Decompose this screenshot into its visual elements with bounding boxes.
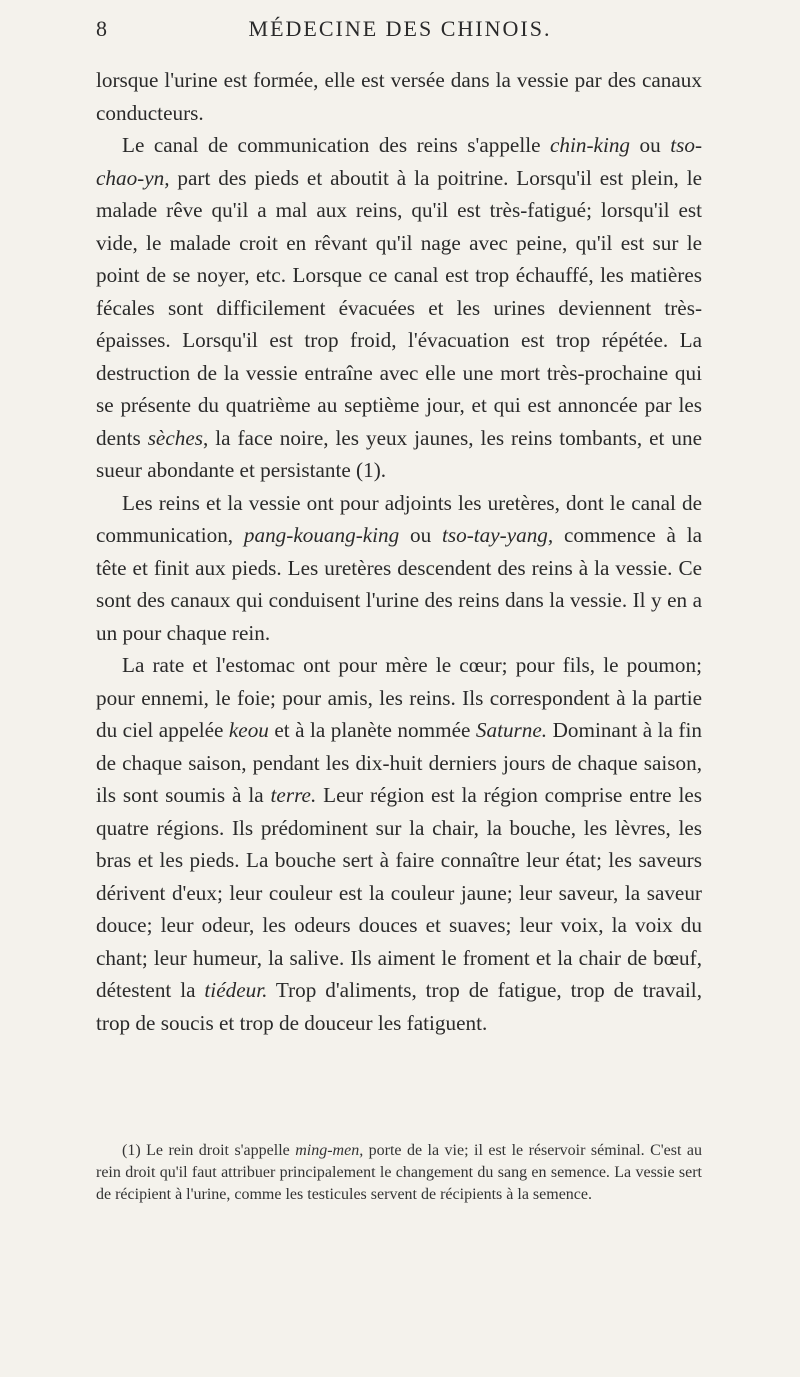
paragraph-4: La rate et l'estomac ont pour mère le cœur; pour fils, le poumon; pour ennemi, le foie; pour amis, les reins. Ils correspondent à la partie du ciel appelée keou et à la planète nommée Saturne. Dominant à la fin de chaque saison, pendant les dix-huit derniers jours de chaque saison, ils sont soumis à la terre. Leur région est la région comprise entre les quatre régions. Ils prédominent sur la chair, la bouche, les lèvres, les bras et les pieds. La bouche sert à faire connaître leur état; les saveurs dérivent d'eux; leur couleur est la couleur jaune; leur saveur, la saveur douce; leur odeur, les odeurs douces et suaves; leur voix, la voix du chant; leur humeur, la salive. Ils aiment le froment et la chair de bœuf, détestent la tiédeur. Trop d'aliments, trop de fatigue, trop de travail, trop de soucis et trop de douceur les fatiguent.	[96, 653, 703, 1035]
body-text	[96, 64, 702, 1039]
paragraph-3: Les reins et la vessie ont pour adjoints les uretères, dont le canal de communication, pang-kouang-king ou tso-tay-yang, commence à la tête et finit aux pieds. Les uretères descendent des reins à la vessie. Ce sont des canaux qui conduisent l'urine des reins dans la vessie. Il y en a un pour chaque rein.	[96, 490, 702, 645]
paragraph-1: lorsque l'urine est formée, elle est versée dans la vessie par des canaux conducteurs.	[96, 68, 702, 125]
page-header	[0, 16, 800, 48]
running-title: MÉDECINE DES CHINOIS.	[248, 16, 552, 41]
paragraph-2: Le canal de communication des reins s'appelle chin-king ou tso-chao-yn, part des pieds et aboutit à la poitrine. Lorsqu'il est plein, le malade rêve qu'il a mal aux reins, qu'il est très-fatigué; lorsqu'il est vide, le malade croit en rêvant qu'il nage avec peine, qu'il est sur le point de se noyer, etc. Lorsque ce canal est trop échauffé, les matières fécales sont difficilement évacuées et les urines deviennent très-épaisses. Lorsqu'il est trop froid, l'évacuation est trop répétée. La destruction de la vessie entraîne avec elle une mort très-prochaine qui se présente du quatrième au septième jour, et qui est annoncée par les dents sèches, la face noire, les yeux jaunes, les reins tombants, et une sueur abondante et persistante (1).	[96, 133, 702, 482]
page-number: 8	[96, 16, 107, 41]
footnote: (1) Le rein droit s'appelle ming-men, porte de la vie; il est le réservoir séminal. C'est au rein droit qu'il faut attribuer principalement le changement du sang en semence. La vessie sert de récipient à l'urine, comme les testicules servent de récipients à la semence.	[96, 1142, 703, 1203]
